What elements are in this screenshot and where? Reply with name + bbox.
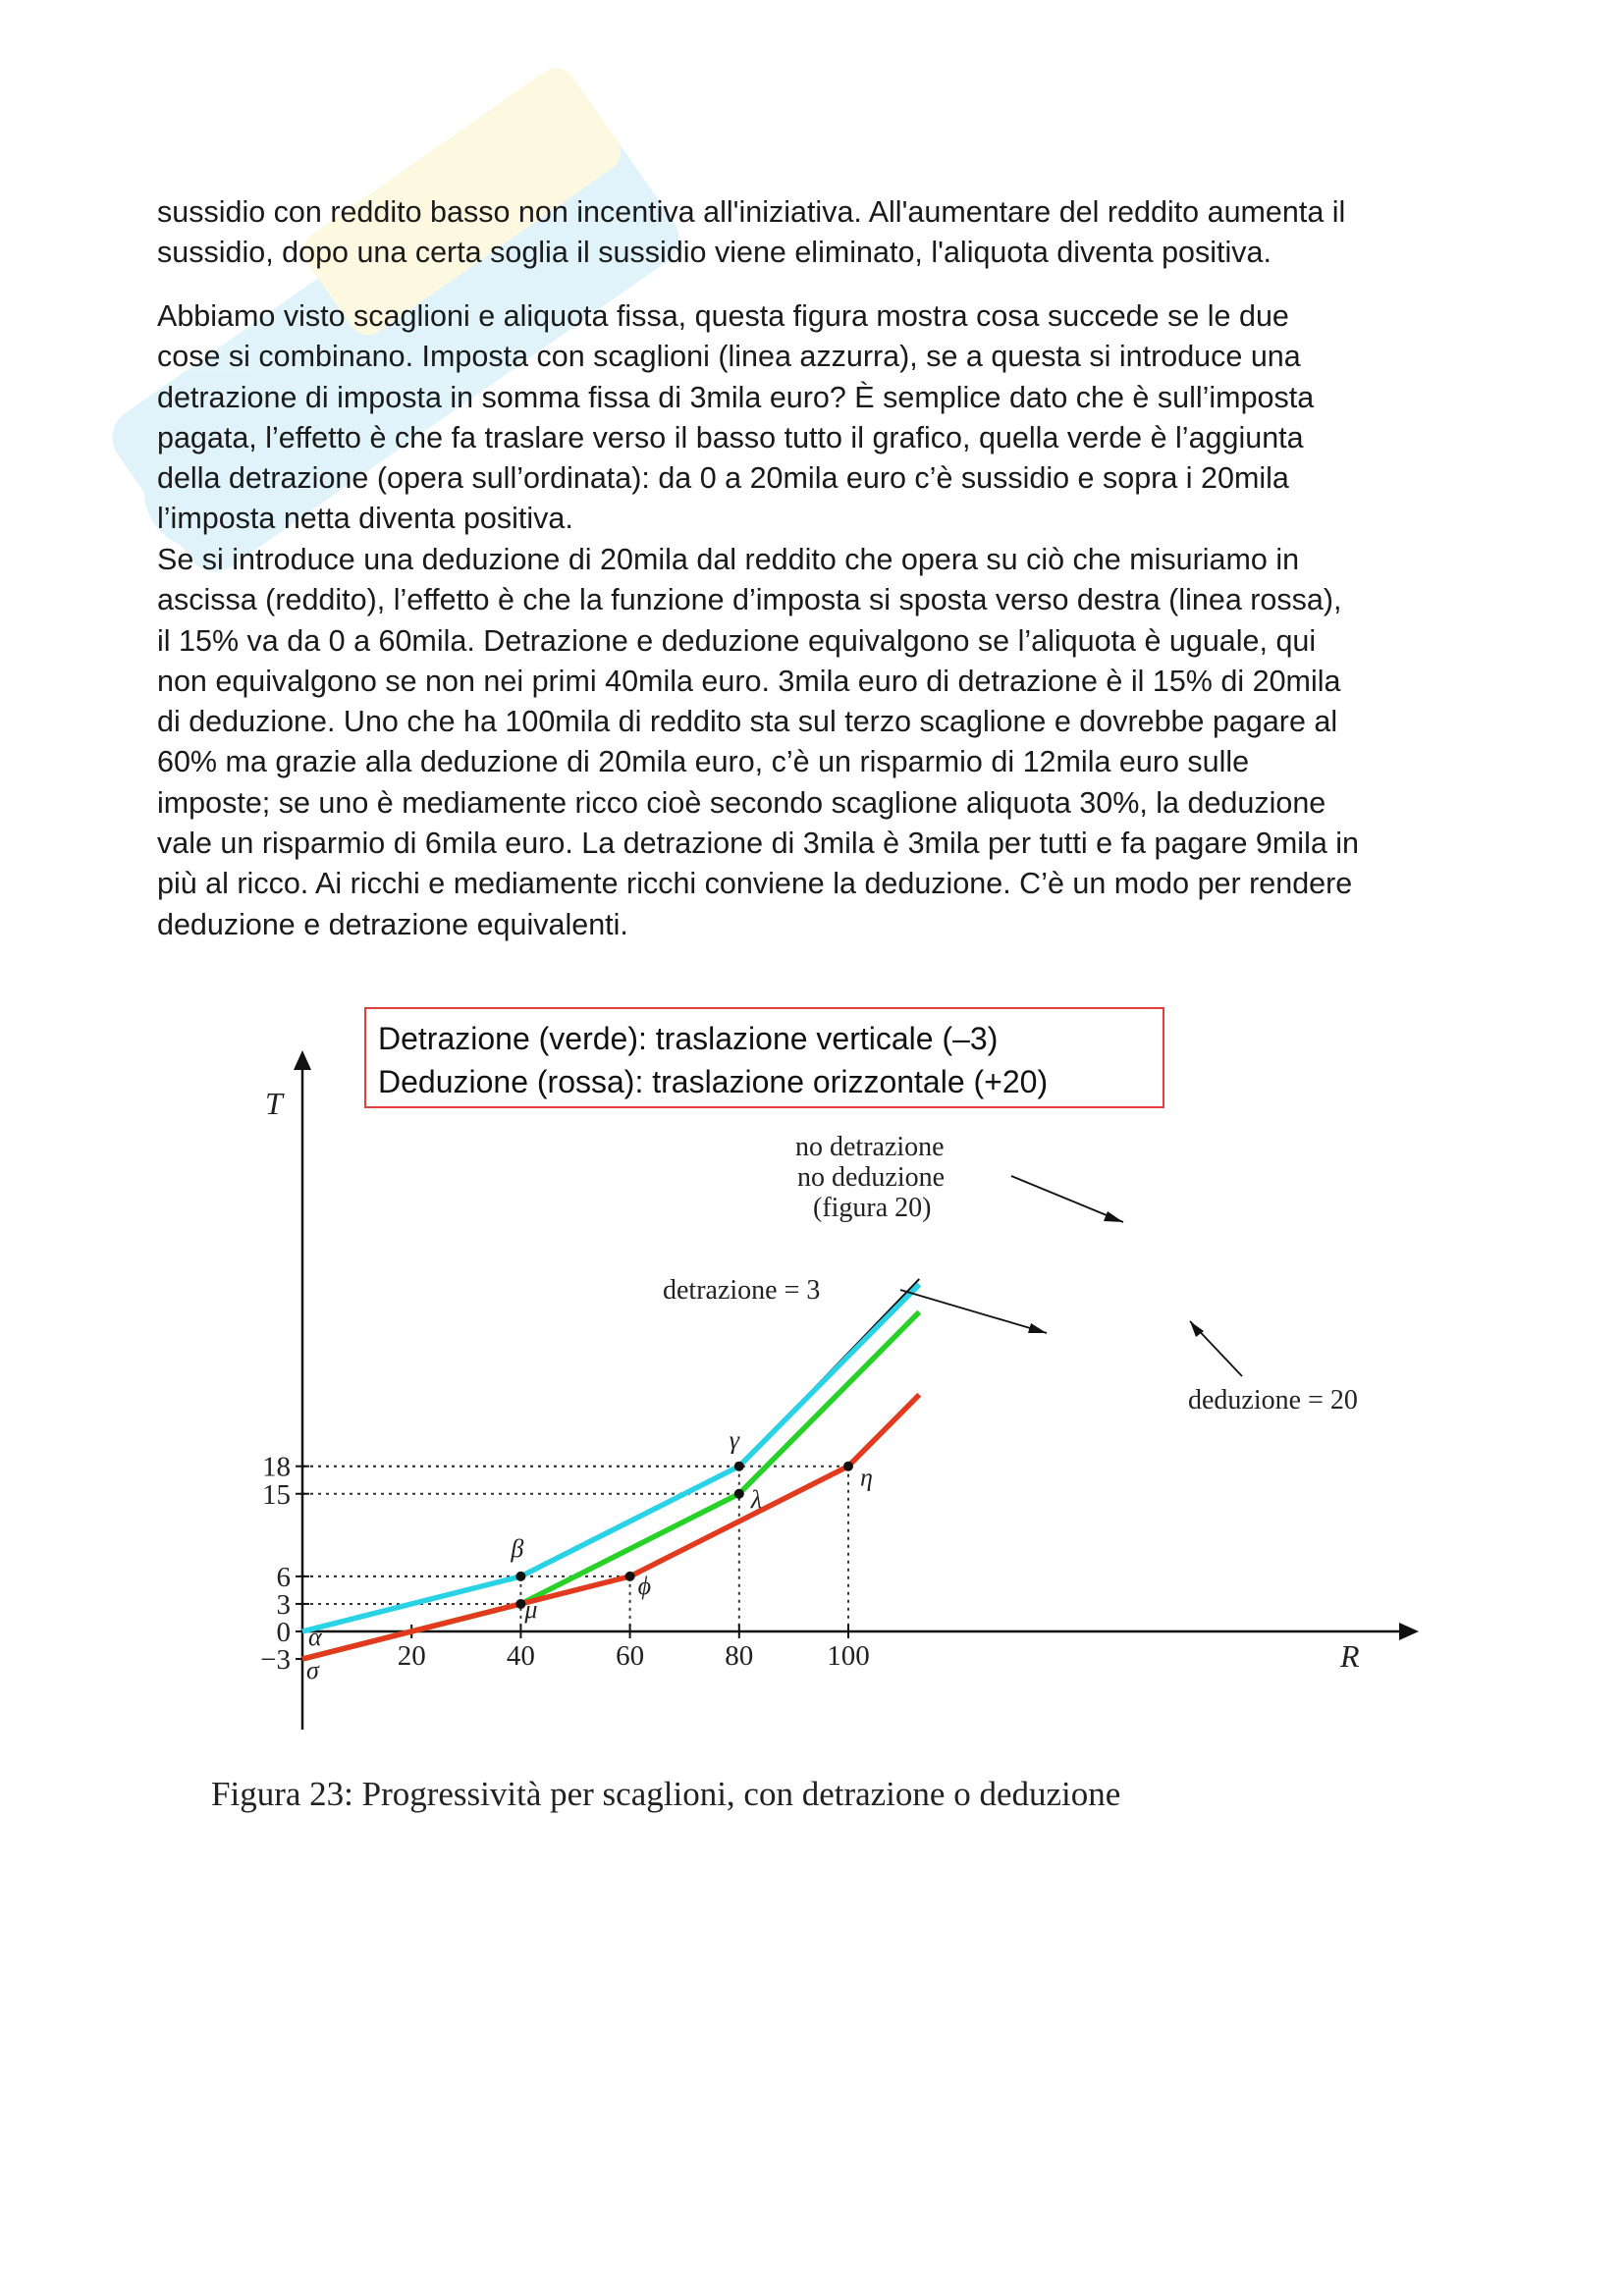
x-tick-label: 100 bbox=[827, 1640, 870, 1672]
y-tick-label: 15 bbox=[262, 1478, 291, 1511]
series-line-deduzione bbox=[302, 1395, 919, 1659]
text-line: 60% ma grazie alla deduzione di 20mila euro, c’è un risparmio di 12mila euro sulle bbox=[157, 745, 1250, 779]
y-tick-label: 0 bbox=[276, 1617, 291, 1648]
text-line: non equivalgono se non nei primi 40mila euro. 3mila euro di detrazione è il 15% di 20mila bbox=[157, 664, 1341, 698]
text-line: Abbiamo visto scaglioni e aliquota fissa, questa figura mostra cosa succede se le due bbox=[157, 299, 1289, 333]
y-tick-label: 18 bbox=[262, 1451, 291, 1483]
point-label-gamma: γ bbox=[729, 1425, 740, 1455]
y-axis-label: T bbox=[265, 1086, 283, 1121]
paragraph-deduzione bbox=[157, 540, 1492, 945]
x-tick-label: 60 bbox=[616, 1640, 645, 1672]
point-phi bbox=[625, 1572, 635, 1581]
point-beta bbox=[515, 1572, 525, 1581]
y-tick-label: 3 bbox=[276, 1588, 291, 1621]
point-label-mu: μ bbox=[524, 1594, 538, 1624]
point-label-sigma: σ bbox=[306, 1656, 319, 1685]
base-annotation-line2: no deduzione bbox=[797, 1162, 946, 1193]
deduzione-annotation: deduzione = 20 bbox=[1188, 1385, 1358, 1415]
x-tick-label: 20 bbox=[397, 1640, 426, 1672]
legend-line-detrazione: Detrazione (verde): traslazione verticale (–3) bbox=[378, 1021, 999, 1056]
ticks bbox=[260, 1452, 870, 1676]
figure-caption: Figura 23: Progressività per scaglioni, con detrazione o deduzione bbox=[211, 1775, 1121, 1813]
text-line: vale un risparmio di 6mila euro. La detrazione di 3mila è 3mila per tutti e fa pagare 9mila in bbox=[157, 827, 1360, 861]
text-line: detrazione di imposta in somma fissa di 3mila euro? È semplice dato che è sull’imposta bbox=[157, 380, 1315, 414]
text-line: sussidio, dopo una certa soglia il sussidio viene eliminato, l'aliquota diventa positiva. bbox=[157, 236, 1271, 270]
detrazione-annotation: detrazione = 3 bbox=[663, 1275, 821, 1306]
series-lines bbox=[302, 1279, 919, 1659]
x-axis-label: R bbox=[1340, 1638, 1360, 1674]
point-label-lambda: λ bbox=[750, 1484, 763, 1514]
text-line: deduzione e detrazione equivalenti. bbox=[157, 907, 628, 941]
annotations bbox=[663, 1132, 1358, 1415]
text-line: della detrazione (opera sull’ordinata): da 0 a 20mila euro c’è sussidio e sopra i 20mila bbox=[157, 461, 1289, 496]
text-line: imposte; se uno è mediamente ricco cioè secondo scaglione aliquota 30%, la deduzione bbox=[157, 785, 1326, 820]
point-lambda bbox=[734, 1489, 744, 1499]
points bbox=[306, 1426, 873, 1684]
legend-line-deduzione: Deduzione (rossa): traslazione orizzontale (+20) bbox=[378, 1064, 1049, 1099]
figure-legend bbox=[364, 1007, 1164, 1108]
base-annotation-line3: (figura 20) bbox=[813, 1193, 932, 1223]
x-tick-label: 40 bbox=[506, 1640, 535, 1672]
text-line: l’imposta netta diventa positiva. bbox=[157, 502, 573, 536]
detrazione-annotation-arrow bbox=[900, 1290, 1047, 1333]
text-line: ascissa (reddito), l’effetto è che la funzione d’imposta si sposta verso destra (linea rossa), bbox=[157, 583, 1342, 617]
text-line: di deduzione. Uno che ha 100mila di reddito sta sul terzo scaglione e dovrebbe pagare al bbox=[157, 705, 1338, 739]
x-tick-label: 80 bbox=[725, 1640, 754, 1672]
detrazione-annotation-arrowhead bbox=[1028, 1323, 1047, 1333]
y-tick-label: 6 bbox=[276, 1561, 291, 1593]
x-axis-arrow bbox=[1399, 1623, 1419, 1640]
text-line: il 15% va da 0 a 60mila. Detrazione e deduzione equivalgono se l’aliquota è uguale, qui bbox=[157, 623, 1317, 658]
point-label-eta: η bbox=[860, 1463, 873, 1492]
text-line: Se si introduce una deduzione di 20mila dal reddito che opera su ciò che misuriamo in bbox=[157, 543, 1300, 576]
text-line: pagata, l’effetto è che fa traslare verso il basso tutto il grafico, quella verde è l’aggiunta bbox=[157, 420, 1304, 454]
point-gamma bbox=[734, 1462, 744, 1471]
y-tick-label: −3 bbox=[260, 1644, 291, 1677]
point-eta bbox=[843, 1462, 853, 1471]
base-annotation-arrowhead bbox=[1104, 1211, 1123, 1222]
y-axis-arrow bbox=[294, 1050, 311, 1070]
paragraph-intro bbox=[157, 192, 1492, 274]
point-label-alpha: α bbox=[308, 1623, 322, 1651]
point-label-phi: ϕ bbox=[637, 1571, 652, 1600]
paragraph-detrazione bbox=[157, 296, 1492, 540]
text-line: cose si combinano. Imposta con scaglioni (linea azzurra), se a questa si introduce una bbox=[157, 340, 1301, 374]
text-line: più al ricco. Ai ricchi e mediamente ricchi conviene la deduzione. C’è un modo per rendere bbox=[157, 867, 1353, 901]
point-label-beta: β bbox=[511, 1533, 524, 1563]
text-line: sussidio con reddito basso non incentiva all'iniziativa. All'aumentare del reddito aumenta il bbox=[157, 195, 1346, 229]
base-annotation-line1: no detrazione bbox=[795, 1132, 945, 1162]
